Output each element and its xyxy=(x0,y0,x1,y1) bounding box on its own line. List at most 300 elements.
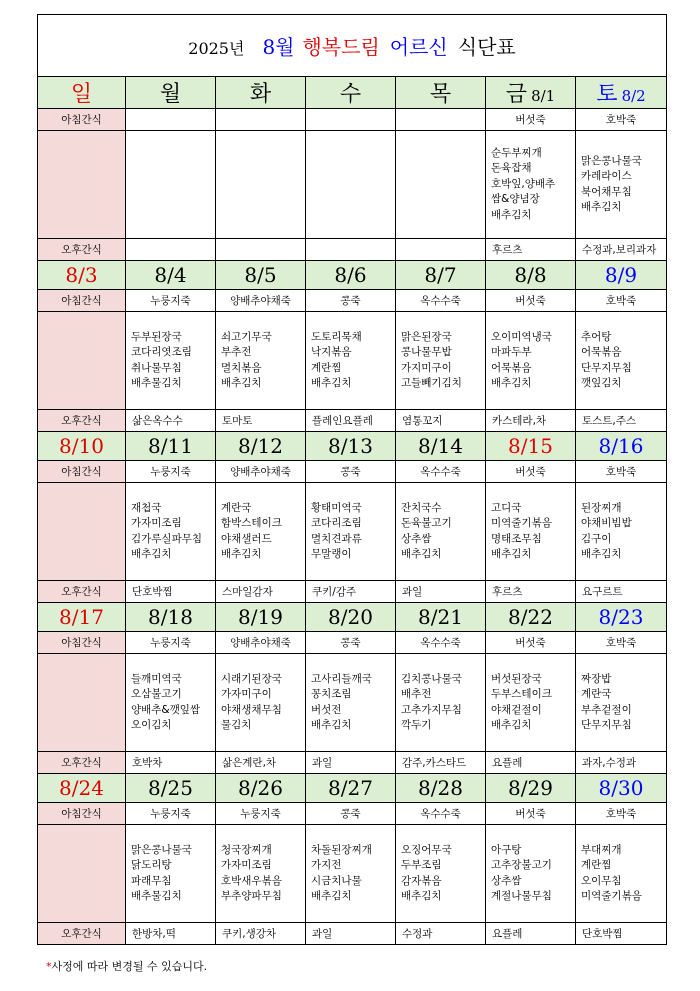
afternoon-snack-cell: 쿠키/감주 xyxy=(306,581,396,603)
date-label: 8/20 xyxy=(328,605,373,629)
date-label: 8/9 xyxy=(604,263,638,287)
date-label: 8/2 xyxy=(621,87,646,105)
morning-snack-cell: 버섯죽 xyxy=(486,461,576,483)
afternoon-snack-cell: 수정과 xyxy=(396,923,486,945)
date-label: 8/7 xyxy=(424,263,457,287)
menu-item: 닭도리탕 xyxy=(131,859,172,871)
date-label: 8/5 xyxy=(244,263,277,287)
afternoon-snack-label: 오후간식 xyxy=(38,752,126,774)
menu-item: 야채생채무침 xyxy=(221,703,282,716)
morning-snack-label: 아침간식 xyxy=(38,803,126,825)
menu-item: 배추김치 xyxy=(311,719,352,731)
menu-item: 야채샐러드 xyxy=(221,532,272,545)
date-cell xyxy=(486,774,576,803)
afternoon-snack-cell: 과일 xyxy=(306,923,396,945)
menu-item: 부추전 xyxy=(221,346,252,358)
morning-snack-cell xyxy=(306,109,396,131)
menu-item: 오삼불고기 xyxy=(131,688,182,700)
morning-snack-cell: 호박죽 xyxy=(576,290,667,312)
date-cell xyxy=(126,432,216,461)
lunch-cell xyxy=(126,483,216,581)
lunch-cell xyxy=(486,654,576,752)
menu-item: 짜장밥 xyxy=(581,672,612,685)
date-label: 8/30 xyxy=(598,776,644,800)
date-cell xyxy=(576,77,667,109)
date-cell xyxy=(576,432,667,461)
menu-item: 황태미역국 xyxy=(311,501,362,514)
date-cell xyxy=(576,774,667,803)
menu-item: 배추물김치 xyxy=(131,890,182,902)
date-row xyxy=(38,603,667,632)
menu-item: 된장찌개 xyxy=(581,501,622,514)
morning-snack-cell: 양배추야채죽 xyxy=(216,290,306,312)
morning-snack-cell: 호박죽 xyxy=(576,632,667,654)
morning-snack-cell: 옥수수죽 xyxy=(396,290,486,312)
menu-item: 마파두부 xyxy=(491,346,532,358)
date-row xyxy=(38,774,667,803)
menu-item: 배추전 xyxy=(401,688,432,700)
date-cell xyxy=(216,603,306,632)
menu-item: 배추김치 xyxy=(581,548,622,560)
menu-item: 고추가지무침 xyxy=(401,703,462,716)
menu-item: 돈육불고기 xyxy=(401,517,452,529)
lunch-label-cell xyxy=(38,131,126,239)
date-cell xyxy=(396,261,486,290)
menu-item: 배추김치 xyxy=(491,719,532,731)
afternoon-snack-cell: 요구르트 xyxy=(576,581,667,603)
date-row xyxy=(38,77,667,109)
day-name: 월 xyxy=(159,82,182,107)
menu-item: 고디국 xyxy=(491,501,522,514)
afternoon-snack-cell: 단호박찜 xyxy=(576,923,667,945)
lunch-cell xyxy=(126,654,216,752)
date-cell xyxy=(306,77,396,109)
menu-item: 깻잎김치 xyxy=(581,377,622,389)
title-happy-dream: 행복드림 xyxy=(302,35,380,59)
date-cell xyxy=(126,774,216,803)
date-label: 8/15 xyxy=(508,434,553,458)
menu-item: 상추쌈 xyxy=(491,874,522,887)
menu-item: 추어탕 xyxy=(581,330,612,343)
menu-item: 가지미구이 xyxy=(401,361,452,374)
date-row xyxy=(38,261,667,290)
menu-item: 들깨미역국 xyxy=(131,672,182,685)
morning-snack-cell: 누룽지죽 xyxy=(126,632,216,654)
afternoon-snack-label: 오후간식 xyxy=(38,410,126,432)
menu-item: 청국장찌개 xyxy=(221,843,272,856)
day-name: 수 xyxy=(339,82,362,107)
footnote xyxy=(46,958,207,974)
date-label: 8/14 xyxy=(418,434,463,458)
morning-snack-cell xyxy=(126,109,216,131)
menu-item: 야채비빔밥 xyxy=(581,517,632,529)
title-month: 8월 xyxy=(262,35,295,59)
menu-item: 양배추&깻잎쌈 xyxy=(131,703,201,716)
afternoon-snack-label: 오후간식 xyxy=(38,923,126,945)
day-name: 화 xyxy=(249,82,272,107)
menu-item: 버섯된장국 xyxy=(491,672,542,685)
date-label: 8/29 xyxy=(508,776,553,800)
afternoon-snack-cell: 카스테라,차 xyxy=(486,410,576,432)
date-cell xyxy=(486,261,576,290)
morning-snack-cell: 호박죽 xyxy=(576,803,667,825)
menu-item: 배추김치 xyxy=(491,377,532,389)
menu-item: 차돌된장찌개 xyxy=(311,843,372,856)
morning-snack-cell: 콩죽 xyxy=(306,632,396,654)
morning-snack-label: 아침간식 xyxy=(38,290,126,312)
date-label: 8/11 xyxy=(148,434,193,458)
date-cell xyxy=(396,77,486,109)
afternoon-snack-cell: 한방차,떡 xyxy=(126,923,216,945)
afternoon-snack-cell xyxy=(126,239,216,261)
afternoon-snack-cell xyxy=(396,239,486,261)
afternoon-snack-row xyxy=(38,581,667,603)
menu-item: 고추장불고기 xyxy=(491,859,552,871)
menu-item: 배추김치 xyxy=(491,548,532,560)
date-cell xyxy=(306,261,396,290)
menu-item: 감자볶음 xyxy=(401,874,442,887)
lunch-cell xyxy=(396,312,486,410)
title-year: 2025년 xyxy=(188,39,245,58)
morning-snack-cell: 양배추야채죽 xyxy=(216,461,306,483)
date-label: 8/28 xyxy=(418,776,463,800)
menu-item: 쇠고기무국 xyxy=(221,330,272,343)
date-cell xyxy=(38,261,126,290)
menu-item: 배추김치 xyxy=(131,548,172,560)
date-cell xyxy=(38,774,126,803)
menu-item: 오이미역냉국 xyxy=(491,330,552,343)
date-cell xyxy=(38,77,126,109)
lunch-cell xyxy=(576,131,667,239)
date-cell xyxy=(216,261,306,290)
menu-item: 낙지볶음 xyxy=(311,346,352,358)
menu-item: 버섯전 xyxy=(311,703,342,716)
date-cell xyxy=(576,603,667,632)
footnote-star: * xyxy=(46,960,52,973)
afternoon-snack-cell: 플레인요플레 xyxy=(306,410,396,432)
morning-snack-cell: 누룽지죽 xyxy=(126,290,216,312)
menu-item: 고사리들깨국 xyxy=(311,672,372,685)
date-label: 8/26 xyxy=(238,776,283,800)
afternoon-snack-cell: 수정과,보리과자 xyxy=(576,239,667,261)
menu-item: 배추김치 xyxy=(311,890,352,902)
menu-item: 김치콩나물국 xyxy=(401,672,462,685)
morning-snack-row xyxy=(38,109,667,131)
lunch-cell xyxy=(216,131,306,239)
morning-snack-cell: 호박죽 xyxy=(576,109,667,131)
menu-item: 계란국 xyxy=(581,688,612,700)
menu-item: 가자미조림 xyxy=(221,859,272,871)
date-label: 8/23 xyxy=(598,605,644,629)
date-label: 8/6 xyxy=(334,263,367,287)
menu-item: 단무지무침 xyxy=(581,361,632,374)
menu-item: 쌈&양념장 xyxy=(491,193,540,206)
date-cell xyxy=(396,603,486,632)
menu-item: 김가루실파무침 xyxy=(131,532,203,545)
lunch-cell xyxy=(126,825,216,923)
afternoon-snack-cell: 염통꼬지 xyxy=(396,410,486,432)
afternoon-snack-cell: 과일 xyxy=(306,752,396,774)
menu-item: 어묵볶음 xyxy=(491,361,532,374)
meal-plan-table xyxy=(37,14,667,945)
lunch-cell xyxy=(576,312,667,410)
lunch-label-cell xyxy=(38,825,126,923)
title-seniors: 어르신 xyxy=(389,35,448,59)
afternoon-snack-cell: 스마일감자 xyxy=(216,581,306,603)
morning-snack-cell: 콩죽 xyxy=(306,290,396,312)
date-cell xyxy=(486,432,576,461)
date-cell xyxy=(396,774,486,803)
date-label: 8/27 xyxy=(328,776,373,800)
date-cell xyxy=(306,603,396,632)
morning-snack-row xyxy=(38,632,667,654)
date-cell xyxy=(306,774,396,803)
date-label: 8/3 xyxy=(65,263,98,287)
menu-item: 북어채무침 xyxy=(581,185,632,198)
lunch-cell xyxy=(126,131,216,239)
menu-item: 두부된장국 xyxy=(131,330,182,343)
date-cell xyxy=(38,432,126,461)
menu-item: 오징어무국 xyxy=(401,843,452,856)
afternoon-snack-cell: 호박차 xyxy=(126,752,216,774)
morning-snack-cell xyxy=(216,109,306,131)
menu-item: 오이김치 xyxy=(131,719,172,731)
afternoon-snack-cell: 과자,수정과 xyxy=(576,752,667,774)
menu-item: 호박새우볶음 xyxy=(221,874,282,887)
date-label: 8/21 xyxy=(418,605,463,629)
date-cell xyxy=(216,432,306,461)
menu-item: 미역줄기볶음 xyxy=(581,890,642,902)
morning-snack-cell xyxy=(396,109,486,131)
menu-item: 함박스테이크 xyxy=(221,517,282,529)
lunch-label-cell xyxy=(38,312,126,410)
afternoon-snack-cell: 후르츠 xyxy=(486,581,576,603)
morning-snack-cell: 콩죽 xyxy=(306,803,396,825)
afternoon-snack-cell: 과일 xyxy=(396,581,486,603)
afternoon-snack-cell: 요플레 xyxy=(486,923,576,945)
morning-snack-cell: 누룽지죽 xyxy=(216,803,306,825)
day-name: 일 xyxy=(70,82,93,107)
date-label: 8/16 xyxy=(598,434,644,458)
afternoon-snack-cell: 요플레 xyxy=(486,752,576,774)
lunch-cell xyxy=(126,312,216,410)
title-menu: 식단표 xyxy=(457,35,516,59)
menu-item: 부추겉절이 xyxy=(581,703,632,716)
menu-item: 어묵볶음 xyxy=(581,346,622,358)
page-title xyxy=(38,15,667,77)
lunch-row xyxy=(38,131,667,239)
afternoon-snack-label: 오후간식 xyxy=(38,239,126,261)
date-label: 8/4 xyxy=(154,263,187,287)
lunch-cell xyxy=(396,825,486,923)
menu-item: 두부조림 xyxy=(401,859,442,871)
date-cell xyxy=(126,603,216,632)
lunch-label-cell xyxy=(38,483,126,581)
date-cell xyxy=(486,77,576,109)
menu-item: 배추김치 xyxy=(491,208,532,221)
morning-snack-cell: 버섯죽 xyxy=(486,632,576,654)
morning-snack-cell: 호박죽 xyxy=(576,461,667,483)
menu-item: 코다리엿조림 xyxy=(131,346,192,358)
menu-item: 맑은된장국 xyxy=(401,330,452,343)
menu-item: 배추물김치 xyxy=(131,377,182,389)
lunch-cell xyxy=(216,825,306,923)
afternoon-snack-cell: 단호박찜 xyxy=(126,581,216,603)
menu-item: 부추양파무침 xyxy=(221,890,282,902)
menu-item: 명태조무침 xyxy=(491,532,542,545)
lunch-cell xyxy=(396,654,486,752)
menu-item: 아구탕 xyxy=(491,843,522,856)
lunch-cell xyxy=(306,483,396,581)
menu-item: 카레라이스 xyxy=(581,170,632,182)
date-cell xyxy=(126,77,216,109)
morning-snack-cell: 누룽지죽 xyxy=(126,803,216,825)
menu-item: 가지전 xyxy=(311,859,342,871)
morning-snack-row xyxy=(38,290,667,312)
date-cell xyxy=(216,77,306,109)
menu-item: 시금치나물 xyxy=(311,874,362,887)
date-label: 8/18 xyxy=(148,605,193,629)
menu-item: 무말랭이 xyxy=(311,548,352,560)
lunch-cell xyxy=(576,825,667,923)
menu-item: 물김치 xyxy=(221,719,252,731)
date-cell xyxy=(486,603,576,632)
lunch-cell xyxy=(216,312,306,410)
date-label: 8/22 xyxy=(508,605,553,629)
menu-item: 취나물무침 xyxy=(131,361,182,374)
menu-item: 깍두기 xyxy=(401,719,432,731)
menu-item: 야채겉절이 xyxy=(491,703,542,716)
morning-snack-cell: 옥수수죽 xyxy=(396,461,486,483)
morning-snack-cell: 버섯죽 xyxy=(486,803,576,825)
date-label: 8/13 xyxy=(328,434,373,458)
afternoon-snack-cell xyxy=(306,239,396,261)
menu-item: 코다리조림 xyxy=(311,517,362,529)
afternoon-snack-row xyxy=(38,239,667,261)
menu-item: 도토리묵채 xyxy=(311,330,362,343)
menu-item: 멸치견과류 xyxy=(311,532,362,545)
lunch-row xyxy=(38,654,667,752)
menu-item: 순두부찌개 xyxy=(491,146,542,159)
menu-item: 배추김치 xyxy=(221,548,262,560)
date-label: 8/10 xyxy=(59,434,104,458)
date-label: 8/8 xyxy=(514,263,547,287)
morning-snack-cell: 버섯죽 xyxy=(486,290,576,312)
menu-item: 김구이 xyxy=(581,532,612,545)
menu-item: 계란찜 xyxy=(581,859,612,871)
date-label: 8/19 xyxy=(238,605,283,629)
menu-item: 배추김치 xyxy=(581,201,622,213)
menu-item: 부대찌개 xyxy=(581,843,622,856)
menu-item: 배추김치 xyxy=(311,377,352,389)
morning-snack-label: 아침간식 xyxy=(38,632,126,654)
menu-item: 가자미조림 xyxy=(131,517,182,529)
menu-item: 돈육잡채 xyxy=(491,162,532,175)
menu-item: 맑은콩나물국 xyxy=(131,843,192,856)
afternoon-snack-cell: 삶은옥수수 xyxy=(126,410,216,432)
date-cell xyxy=(216,774,306,803)
menu-item: 계란찜 xyxy=(311,361,342,374)
date-cell xyxy=(38,603,126,632)
lunch-cell xyxy=(486,825,576,923)
menu-item: 단무지무침 xyxy=(581,719,632,731)
morning-snack-cell: 옥수수죽 xyxy=(396,632,486,654)
lunch-cell xyxy=(306,825,396,923)
menu-item: 꽁치조림 xyxy=(311,688,352,700)
morning-snack-cell: 양배추야채죽 xyxy=(216,632,306,654)
menu-item: 재첩국 xyxy=(131,501,162,514)
afternoon-snack-cell: 토마토 xyxy=(216,410,306,432)
date-cell xyxy=(306,432,396,461)
date-label: 8/17 xyxy=(59,605,104,629)
menu-item: 미역줄기볶음 xyxy=(491,517,552,529)
afternoon-snack-cell: 후르츠 xyxy=(486,239,576,261)
morning-snack-row xyxy=(38,803,667,825)
date-label: 8/12 xyxy=(238,434,283,458)
menu-item: 잔치국수 xyxy=(401,501,442,514)
morning-snack-cell: 버섯죽 xyxy=(486,109,576,131)
lunch-cell xyxy=(396,483,486,581)
lunch-cell xyxy=(216,654,306,752)
afternoon-snack-cell: 감주,카스타드 xyxy=(396,752,486,774)
lunch-row xyxy=(38,483,667,581)
menu-item: 호박잎,양배추 xyxy=(491,177,556,190)
afternoon-snack-row xyxy=(38,752,667,774)
menu-item: 두부스테이크 xyxy=(491,688,552,700)
menu-item: 멸치볶음 xyxy=(221,361,262,374)
menu-item: 배추김치 xyxy=(221,377,262,389)
menu-item: 콩나물무밥 xyxy=(401,346,452,358)
lunch-cell xyxy=(486,483,576,581)
lunch-label-cell xyxy=(38,654,126,752)
date-cell xyxy=(576,261,667,290)
morning-snack-cell: 콩죽 xyxy=(306,461,396,483)
lunch-row xyxy=(38,312,667,410)
menu-item: 맑은콩나물국 xyxy=(581,154,642,167)
afternoon-snack-cell: 삶은계란,차 xyxy=(216,752,306,774)
menu-item: 시래기된장국 xyxy=(221,672,282,685)
menu-item: 배추김치 xyxy=(401,890,442,902)
menu-item: 파래무침 xyxy=(131,874,172,887)
day-name: 목 xyxy=(429,82,452,107)
afternoon-snack-cell: 토스트,주스 xyxy=(576,410,667,432)
menu-item: 계절나물무침 xyxy=(491,890,552,902)
afternoon-snack-label: 오후간식 xyxy=(38,581,126,603)
afternoon-snack-row xyxy=(38,410,667,432)
lunch-cell xyxy=(306,131,396,239)
lunch-cell xyxy=(576,483,667,581)
afternoon-snack-row xyxy=(38,923,667,945)
morning-snack-cell: 누룽지죽 xyxy=(126,461,216,483)
afternoon-snack-cell xyxy=(216,239,306,261)
menu-item: 오이무침 xyxy=(581,874,622,887)
date-label: 8/1 xyxy=(531,87,556,105)
menu-item: 고들빼기김치 xyxy=(401,377,462,389)
menu-item: 배추김치 xyxy=(401,548,442,560)
lunch-row xyxy=(38,825,667,923)
lunch-cell xyxy=(396,131,486,239)
day-name: 금 xyxy=(505,82,528,107)
date-label: 8/24 xyxy=(59,776,104,800)
day-name: 토 xyxy=(596,82,618,107)
afternoon-snack-cell: 쿠키,생강차 xyxy=(216,923,306,945)
lunch-cell xyxy=(486,312,576,410)
date-label: 8/25 xyxy=(148,776,193,800)
morning-snack-label: 아침간식 xyxy=(38,109,126,131)
morning-snack-cell: 옥수수죽 xyxy=(396,803,486,825)
menu-item: 상추쌈 xyxy=(401,532,432,545)
lunch-cell xyxy=(576,654,667,752)
